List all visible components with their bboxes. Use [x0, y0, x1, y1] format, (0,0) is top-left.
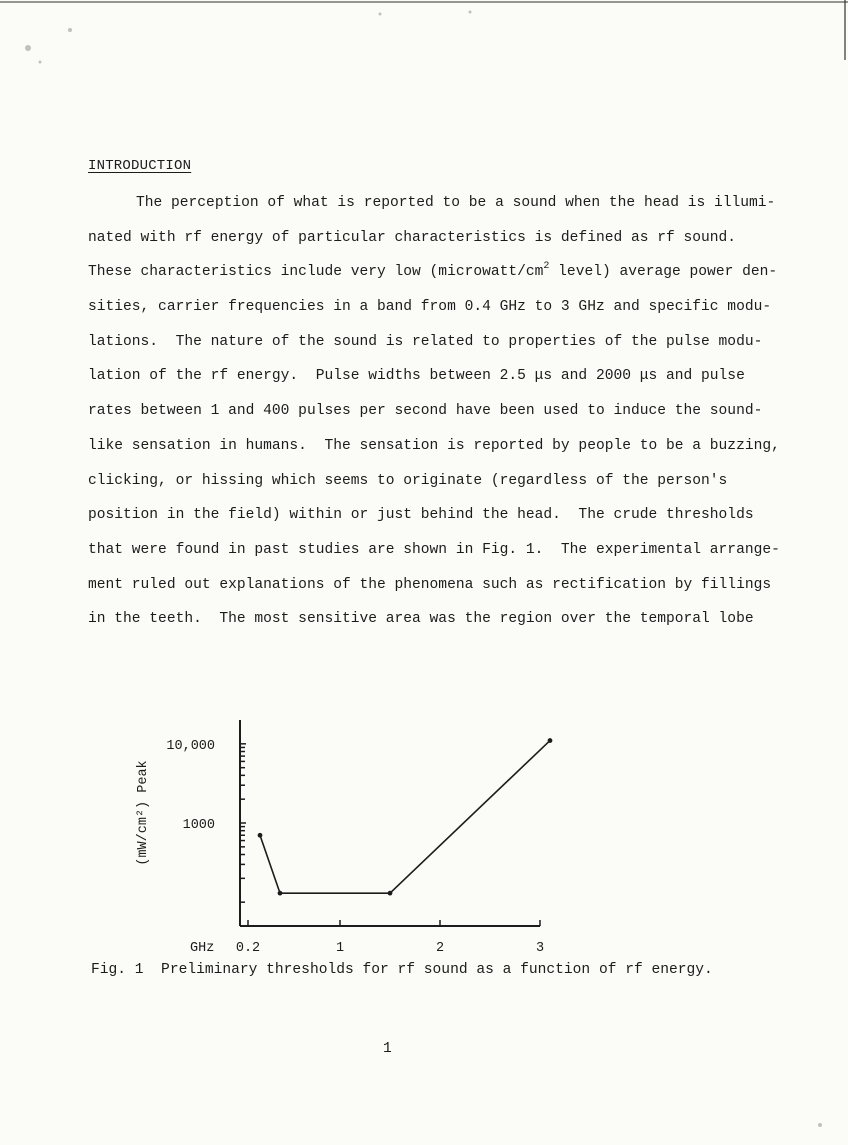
x-tick-label: 0.2	[235, 941, 261, 956]
paragraph-line: that were found in past studies are shown in Fig. 1. The experimental arrange-	[88, 541, 780, 558]
paragraph-line-tail: level) average power den-	[549, 264, 778, 281]
x-tick-label: 1	[335, 941, 345, 956]
paragraph-line: The perception of what is reported to be a sound when the head is illumi-	[136, 195, 776, 211]
speck	[379, 13, 382, 16]
x-tick-label: 2	[435, 941, 445, 956]
speck	[68, 28, 72, 32]
chart-series	[258, 738, 553, 895]
x-tick-label: 3	[535, 941, 545, 956]
page-number: 1	[383, 1041, 392, 1057]
superscript: 2	[543, 261, 550, 273]
x-axis-label: GHz	[190, 941, 215, 956]
series-line	[260, 741, 550, 894]
data-point	[278, 891, 283, 896]
figure-caption: Fig. 1 Preliminary thresholds for rf sound as a function of rf energy.	[91, 962, 713, 978]
data-point	[548, 738, 553, 743]
paragraph-line: in the teeth. The most sensitive area was the region over the temporal lobe	[88, 611, 754, 628]
y-axis-label: (mW/cm²) Peak	[136, 760, 151, 866]
y-tick-label: 10,000	[166, 738, 215, 754]
speck	[818, 1123, 822, 1127]
paragraph-line: rates between 1 and 400 pulses per second have been used to induce the sound-	[88, 403, 763, 420]
section-heading: INTRODUCTION	[88, 158, 192, 174]
paragraph-line	[88, 255, 778, 290]
paragraph-line: sities, carrier frequencies in a band from 0.4 GHz to 3 GHz and specific modu-	[88, 299, 772, 316]
data-point	[258, 833, 263, 838]
paragraph-line-text: These characteristics include very low (microwatt/cm	[88, 264, 544, 281]
paragraph-line: clicking, or hissing which seems to originate (regardless of the person's	[88, 472, 728, 489]
paragraph-line: lation of the rf energy. Pulse widths between 2.5 μs and 2000 μs and pulse	[88, 368, 745, 385]
figure-1	[0, 700, 848, 980]
threshold-chart	[0, 700, 848, 980]
speck	[469, 11, 472, 14]
speck	[39, 61, 42, 64]
paragraph-line: ment ruled out explanations of the phenomena such as rectification by fillings	[88, 576, 772, 593]
paragraph-line: lations. The nature of the sound is related to properties of the pulse modu-	[88, 333, 763, 350]
paragraph-line: nated with rf energy of particular characteristics is defined as rf sound.	[88, 229, 737, 246]
y-tick-label: 1000	[182, 818, 215, 833]
data-point	[388, 891, 393, 896]
paragraph-line: position in the field) within or just behind the head. The crude thresholds	[88, 507, 754, 524]
paragraph-line: like sensation in humans. The sensation is reported by people to be a buzzing,	[88, 437, 780, 454]
introduction-paragraph	[88, 186, 780, 637]
speck	[25, 45, 31, 51]
